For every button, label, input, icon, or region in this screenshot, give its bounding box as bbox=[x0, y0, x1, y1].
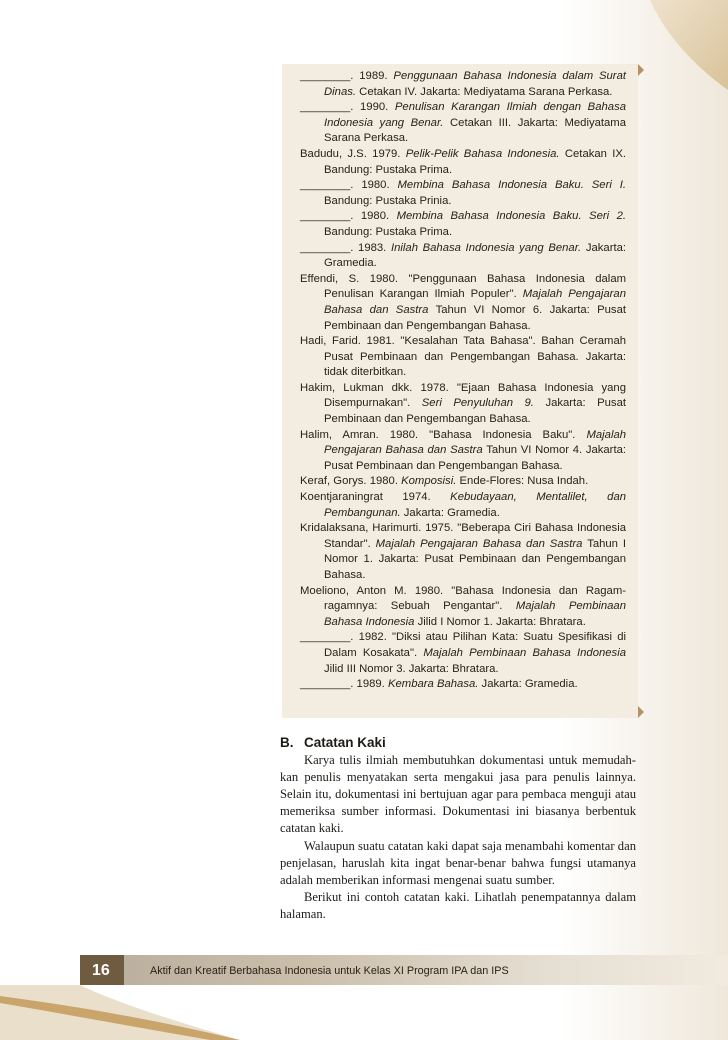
section-heading bbox=[280, 734, 636, 751]
bibliography-list bbox=[300, 69, 626, 693]
reference-year: 1980. bbox=[389, 428, 419, 441]
reference-year: 1979. bbox=[372, 147, 401, 160]
reference-article-title: "Bahasa Indonesia dan Ragam-ragamnya: Sebuah Pengantar". bbox=[324, 584, 627, 613]
reference-entry bbox=[300, 241, 626, 272]
page-number: 16 bbox=[92, 962, 110, 979]
reference-entry bbox=[300, 209, 626, 240]
reference-year: 1980. bbox=[369, 272, 398, 285]
reference-author: Koentjaraningrat bbox=[300, 491, 383, 504]
reference-year: 1980. bbox=[360, 210, 390, 223]
reference-year: 1980. bbox=[414, 584, 444, 597]
reference-author: Kridalaksana, Harimurti. bbox=[300, 522, 422, 535]
reference-title: Inilah Bahasa Indonesia yang Benar. bbox=[390, 241, 582, 254]
reference-year: 1974. bbox=[402, 491, 431, 504]
reference-publication: Bandung: Pustaka Prima. bbox=[324, 225, 453, 238]
reference-author: Hakim, Lukman dkk. bbox=[300, 381, 413, 394]
reference-title: Penggunaan Bahasa Indonesia dalam Surat Dinas. bbox=[324, 70, 626, 98]
reference-publication: Bandung: Pustaka Prinia. bbox=[324, 194, 452, 207]
reference-title: Pelik-Pelik Bahasa Indonesia. bbox=[405, 147, 560, 160]
reference-entry bbox=[300, 630, 626, 677]
section-paragraph-3: Berikut ini contoh catatan kaki. Lihatlah penempatannya dalam halaman. bbox=[280, 889, 636, 921]
reference-title: Kebudayaan, Mentalilet, dan Pembangunan. bbox=[324, 491, 627, 519]
reference-author: Keraf, Gorys. bbox=[300, 475, 367, 488]
reference-publication: Jilid III Nomor 3. Jakarta: Bhratara. bbox=[324, 662, 499, 675]
reference-article-title: "Kesalahan Tata Bahasa". Bahan Ceramah Pusat Pembinaan dan Pengembangan Bahasa. Jakarta: tidak diterbitkan. bbox=[324, 335, 627, 379]
reference-year: 1978. bbox=[420, 381, 449, 394]
reference-entry bbox=[300, 178, 626, 209]
reference-author: Moeliono, Anton M. bbox=[300, 584, 407, 597]
reference-title: Kembara Bahasa. bbox=[387, 678, 479, 691]
reference-title: Majalah Pembinaan Bahasa Indonesia bbox=[423, 646, 626, 659]
reference-title: Membina Bahasa Indonesia Baku. Seri 2. bbox=[396, 210, 626, 223]
section-number: B. bbox=[280, 735, 294, 750]
reference-publication: Jilid I Nomor 1. Jakarta: Bhratara. bbox=[417, 615, 586, 628]
reference-publication: Cetakan IV. Jakarta: Mediyatama Sarana Perkasa. bbox=[359, 85, 613, 98]
reference-article-title: "Diksi atau Pilihan Kata: Suatu Spesifikasi di Dalam Kosakata". bbox=[324, 631, 626, 659]
reference-entry bbox=[300, 147, 626, 178]
reference-publication: Jakarta: Gramedia. bbox=[481, 678, 578, 691]
reference-author: ________. bbox=[300, 241, 354, 254]
reference-article-title: "Bahasa Indonesia Baku". bbox=[429, 428, 576, 441]
reference-title: Majalah Pengajaran Bahasa dan Sastra bbox=[324, 428, 627, 457]
reference-publication: Cetakan III. Jakarta: Mediyatama Sarana Perkasa. bbox=[324, 116, 627, 145]
reference-title: Majalah Pembinaan Bahasa Indonesia bbox=[324, 600, 626, 628]
reference-author: ________. bbox=[300, 210, 354, 223]
reference-year: 1980. bbox=[369, 475, 398, 488]
reference-entry bbox=[300, 69, 626, 100]
section-title: Catatan Kaki bbox=[304, 735, 386, 750]
section-paragraph-2: Walaupun suatu catatan kaki dapat saja menambahi komentar dan penjelasan, haruslah kita ingat benar-benar bahwa fungsi utamanya adalah memberikan informasi mengenai suatu sumber. bbox=[280, 838, 636, 887]
reference-entry bbox=[300, 490, 626, 521]
reference-year: 1975. bbox=[425, 522, 454, 535]
reference-article-title: "Ejaan Bahasa Indonesia yang Disempurnakan". bbox=[324, 381, 627, 410]
reference-year: 1980. bbox=[361, 179, 390, 192]
reference-year: 1990. bbox=[360, 101, 389, 114]
reference-publication: Jakarta: Pusat Pembinaan dan Pengembangan Bahasa. bbox=[324, 397, 627, 426]
reference-article-title: "Penggunaan Bahasa Indonesia dalam Penulisan Karangan Ilmiah Populer". bbox=[324, 272, 627, 301]
reference-title: Penulisan Karangan Ilmiah dengan Bahasa Indonesia yang Benar. bbox=[324, 101, 626, 129]
reference-year: 1989. bbox=[359, 70, 388, 82]
reference-author: Badudu, J.S. bbox=[300, 147, 367, 160]
reference-author: Effendi, S. bbox=[300, 272, 360, 285]
reference-publication: Jakarta: Gramedia. bbox=[403, 506, 500, 519]
reference-author: ________. bbox=[300, 678, 354, 691]
reference-entry bbox=[300, 428, 626, 475]
reference-publication: Tahun I Nomor 1. Jakarta: Pusat Pembinaan dan Pengembangan Bahasa. bbox=[324, 537, 627, 581]
reference-title: Komposisi. bbox=[401, 475, 457, 488]
reference-entry bbox=[300, 474, 626, 490]
book-title-footer: Aktif dan Kreatif Berbahasa Indonesia untuk Kelas XI Program IPA dan IPS bbox=[150, 965, 509, 977]
reference-year: 1983. bbox=[358, 241, 387, 254]
reference-entry bbox=[300, 521, 626, 583]
reference-entry bbox=[300, 584, 626, 631]
reference-entry bbox=[300, 381, 626, 428]
reference-year: 1982. bbox=[358, 631, 387, 644]
reference-author: Halim, Amran. bbox=[300, 428, 379, 441]
reference-author: ________. bbox=[300, 70, 354, 82]
reference-entry bbox=[300, 334, 626, 381]
reference-publication: Tahun VI Nomor 6. Jakarta: Pusat Pembinaan dan Pengembangan Bahasa. bbox=[324, 303, 627, 332]
reference-author: Hadi, Farid. bbox=[300, 335, 361, 348]
reference-publication: Jakarta: Gramedia. bbox=[324, 241, 627, 270]
reference-title: Majalah Pengajaran Bahasa dan Sastra bbox=[375, 537, 583, 550]
reference-entry bbox=[300, 100, 626, 147]
reference-author: ________. bbox=[300, 631, 354, 644]
reference-title: Membina Bahasa Indonesia Baku. Seri I. bbox=[397, 179, 627, 192]
section-paragraph-1: Karya tulis ilmiah membutuhkan dokumentasi untuk memudah-kan penulis menyatakan serta mengakui jasa para penulis lainnya. Selain itu, dokumentasi ini bertujuan agar para pembaca menguji atau memeriksa sumber informasi. Dokumentasi ini biasanya berbentuk catatan kaki. bbox=[280, 753, 636, 836]
reference-title: Majalah Pengajaran Bahasa dan Sastra bbox=[324, 288, 626, 316]
reference-author: ________. bbox=[300, 101, 354, 114]
reference-author: ________. bbox=[300, 179, 354, 192]
reference-entry bbox=[300, 677, 626, 693]
reference-publication: Ende-Flores: Nusa Indah. bbox=[459, 475, 589, 488]
reference-year: 1989. bbox=[356, 678, 385, 691]
reference-title: Seri Penyuluhan 9. bbox=[421, 397, 534, 410]
catatan-kaki-section bbox=[280, 734, 636, 923]
reference-year: 1981. bbox=[366, 335, 395, 348]
reference-entry bbox=[300, 272, 626, 334]
reference-publication: Cetakan IX. Bandung: Pustaka Prima. bbox=[324, 147, 627, 176]
reference-publication: Tahun VI Nomor 4. Jakarta: Pusat Pembinaan dan Pengembangan Bahasa. bbox=[324, 444, 627, 472]
reference-article-title: "Beberapa Ciri Bahasa Indonesia Standar". bbox=[324, 522, 626, 550]
